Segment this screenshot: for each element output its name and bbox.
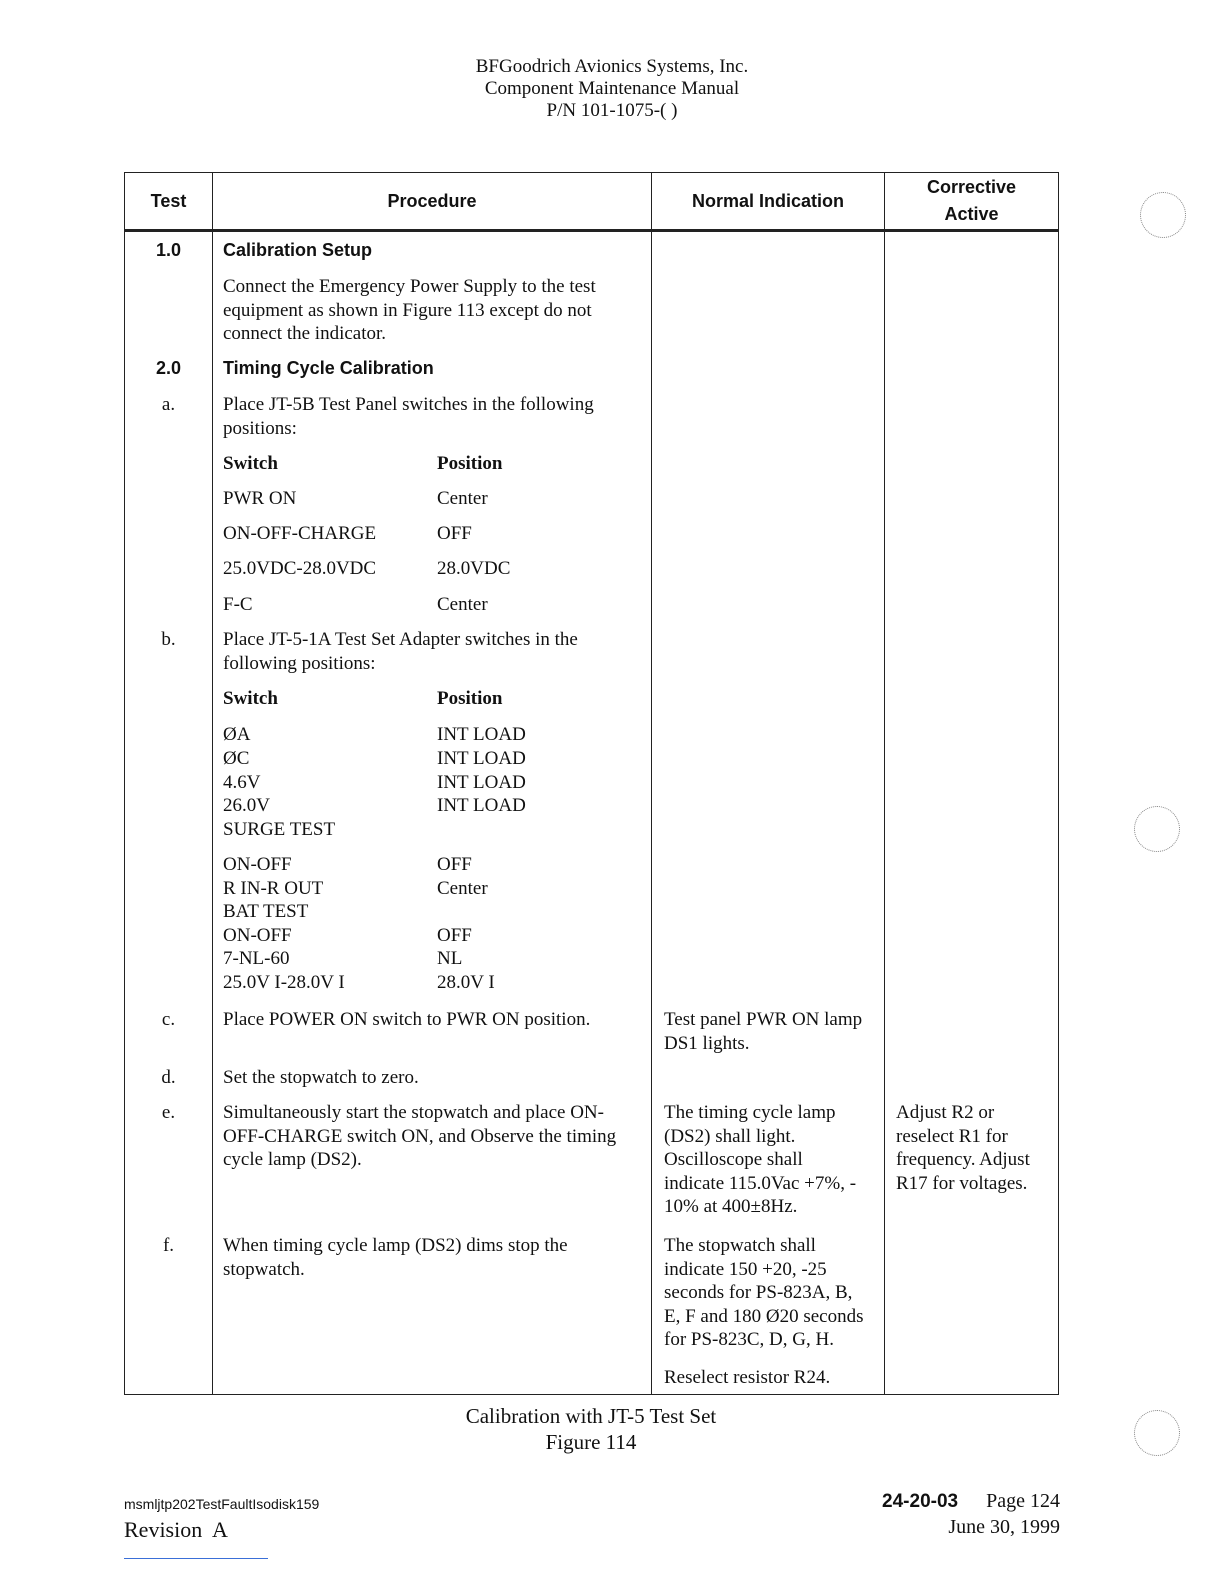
test-step: a.	[161, 394, 176, 415]
switch-position: 28.0VDC	[437, 558, 511, 579]
test-step: f.	[162, 1235, 175, 1256]
col-header-corrective-action: Corrective Active	[885, 173, 1059, 231]
switch-name: ØC	[223, 748, 250, 769]
procedure-text: When timing cycle lamp (DS2) dims stop the stopwatch.	[223, 1235, 568, 1280]
procedure-text: Place JT-5-1A Test Set Adapter switches in the following positions:	[223, 629, 578, 674]
col-header-normal-indication: Normal Indication	[652, 173, 885, 231]
company-name: BFGoodrich Avionics Systems, Inc.	[475, 56, 749, 77]
col-header-test: Test	[125, 173, 213, 231]
switch-name: 26.0V	[223, 795, 270, 816]
procedure-column	[213, 231, 652, 1395]
document-header	[0, 56, 1224, 122]
switch-position: 28.0V I	[437, 972, 495, 993]
table-body-row	[125, 231, 1059, 1395]
table-header-row	[125, 173, 1059, 231]
procedure-text: Place POWER ON switch to PWR ON position.	[223, 1009, 591, 1030]
switch-position: INT LOAD	[437, 772, 526, 793]
footer-page-number: Page 124	[986, 1490, 1060, 1512]
switch-name: 25.0VDC-28.0VDC	[223, 558, 377, 579]
test-step: e.	[161, 1102, 176, 1123]
position-header: Position	[437, 453, 503, 474]
corrective-action-text: Adjust R2 or reselect R1 for frequency. Adjust R17 for voltages.	[896, 1102, 1030, 1194]
test-number: 1.0	[155, 240, 182, 260]
switch-name: ON-OFF	[223, 925, 292, 946]
normal-indication-text: Reselect resistor R24.	[664, 1367, 831, 1388]
footer-underline	[124, 1558, 268, 1559]
figure-caption-title: Calibration with JT-5 Test Set	[465, 1404, 717, 1428]
switch-name: BAT TEST	[223, 901, 309, 922]
binder-hole-mark	[1134, 1410, 1180, 1456]
col-header-procedure: Procedure	[213, 173, 652, 231]
test-number: 2.0	[155, 358, 182, 378]
footer-page-info	[882, 1490, 1060, 1513]
binder-hole-mark	[1134, 806, 1180, 852]
switch-name: 7-NL-60	[223, 948, 290, 969]
test-column	[125, 231, 213, 1395]
procedure-text: Place JT-5B Test Panel switches in the following positions:	[223, 394, 594, 439]
switch-header: Switch	[223, 453, 278, 474]
switch-name: 25.0V I-28.0V I	[223, 972, 345, 993]
calibration-table	[124, 172, 1059, 1395]
footer-date: June 30, 1999	[948, 1516, 1060, 1538]
section-heading: Calibration Setup	[223, 240, 373, 260]
switch-position: NL	[437, 948, 463, 969]
switch-name: F-C	[223, 594, 253, 615]
switch-position: INT LOAD	[437, 748, 526, 769]
procedure-text: Connect the Emergency Power Supply to the test equipment as shown in Figure 113 except do not connect the indicator.	[223, 276, 596, 344]
switch-name: PWR ON	[223, 488, 297, 509]
switch-name: ON-OFF-CHARGE	[223, 523, 377, 544]
switch-position: OFF	[437, 523, 472, 544]
switch-position: OFF	[437, 854, 472, 875]
figure-caption-number: Figure 114	[545, 1430, 637, 1454]
switch-position: Center	[437, 878, 488, 899]
switch-name: ON-OFF	[223, 854, 292, 875]
part-number: P/N 101-1075-( )	[546, 100, 678, 121]
switch-position: Center	[437, 488, 488, 509]
manual-title: Component Maintenance Manual	[484, 78, 740, 99]
switch-position: INT LOAD	[437, 724, 526, 745]
footer-revision: Revision A	[124, 1517, 228, 1542]
section-heading: Timing Cycle Calibration	[223, 358, 434, 378]
footer-doc-number: 24-20-03	[882, 1491, 959, 1512]
procedure-text: Simultaneously start the stopwatch and place ON- OFF-CHARGE switch ON, and Observe the timing cycle lamp (DS2).	[223, 1102, 617, 1170]
switch-position: INT LOAD	[437, 795, 526, 816]
test-step: b.	[161, 629, 176, 650]
corrective-action-column	[885, 231, 1059, 1395]
position-header: Position	[437, 688, 503, 709]
normal-indication-text: Test panel PWR ON lamp DS1 lights.	[664, 1009, 863, 1054]
switch-name: R IN-R OUT	[223, 878, 324, 899]
test-step: c.	[161, 1009, 176, 1030]
footer-file-name: msmljtp202TestFaultIsodisk159	[124, 1496, 320, 1512]
normal-indication-column	[652, 231, 885, 1395]
switch-position: OFF	[437, 925, 472, 946]
switch-name: SURGE TEST	[223, 819, 336, 840]
test-step: d.	[161, 1067, 176, 1088]
switch-name: ØA	[223, 724, 251, 745]
normal-indication-text: The timing cycle lamp (DS2) shall light. Oscilloscope shall indicate 115.0Vac +7%, - 10% at 400±8Hz.	[664, 1102, 857, 1217]
switch-position: Center	[437, 594, 488, 615]
normal-indication-text: The stopwatch shall indicate 150 +20, -25 seconds for PS-823A, B, E, F and 180 Ø20 seconds for PS-823C, D, G, H.	[664, 1235, 864, 1350]
procedure-text: Set the stopwatch to zero.	[223, 1067, 419, 1088]
switch-name: 4.6V	[223, 772, 261, 793]
binder-hole-mark	[1140, 192, 1186, 238]
switch-header: Switch	[223, 688, 278, 709]
